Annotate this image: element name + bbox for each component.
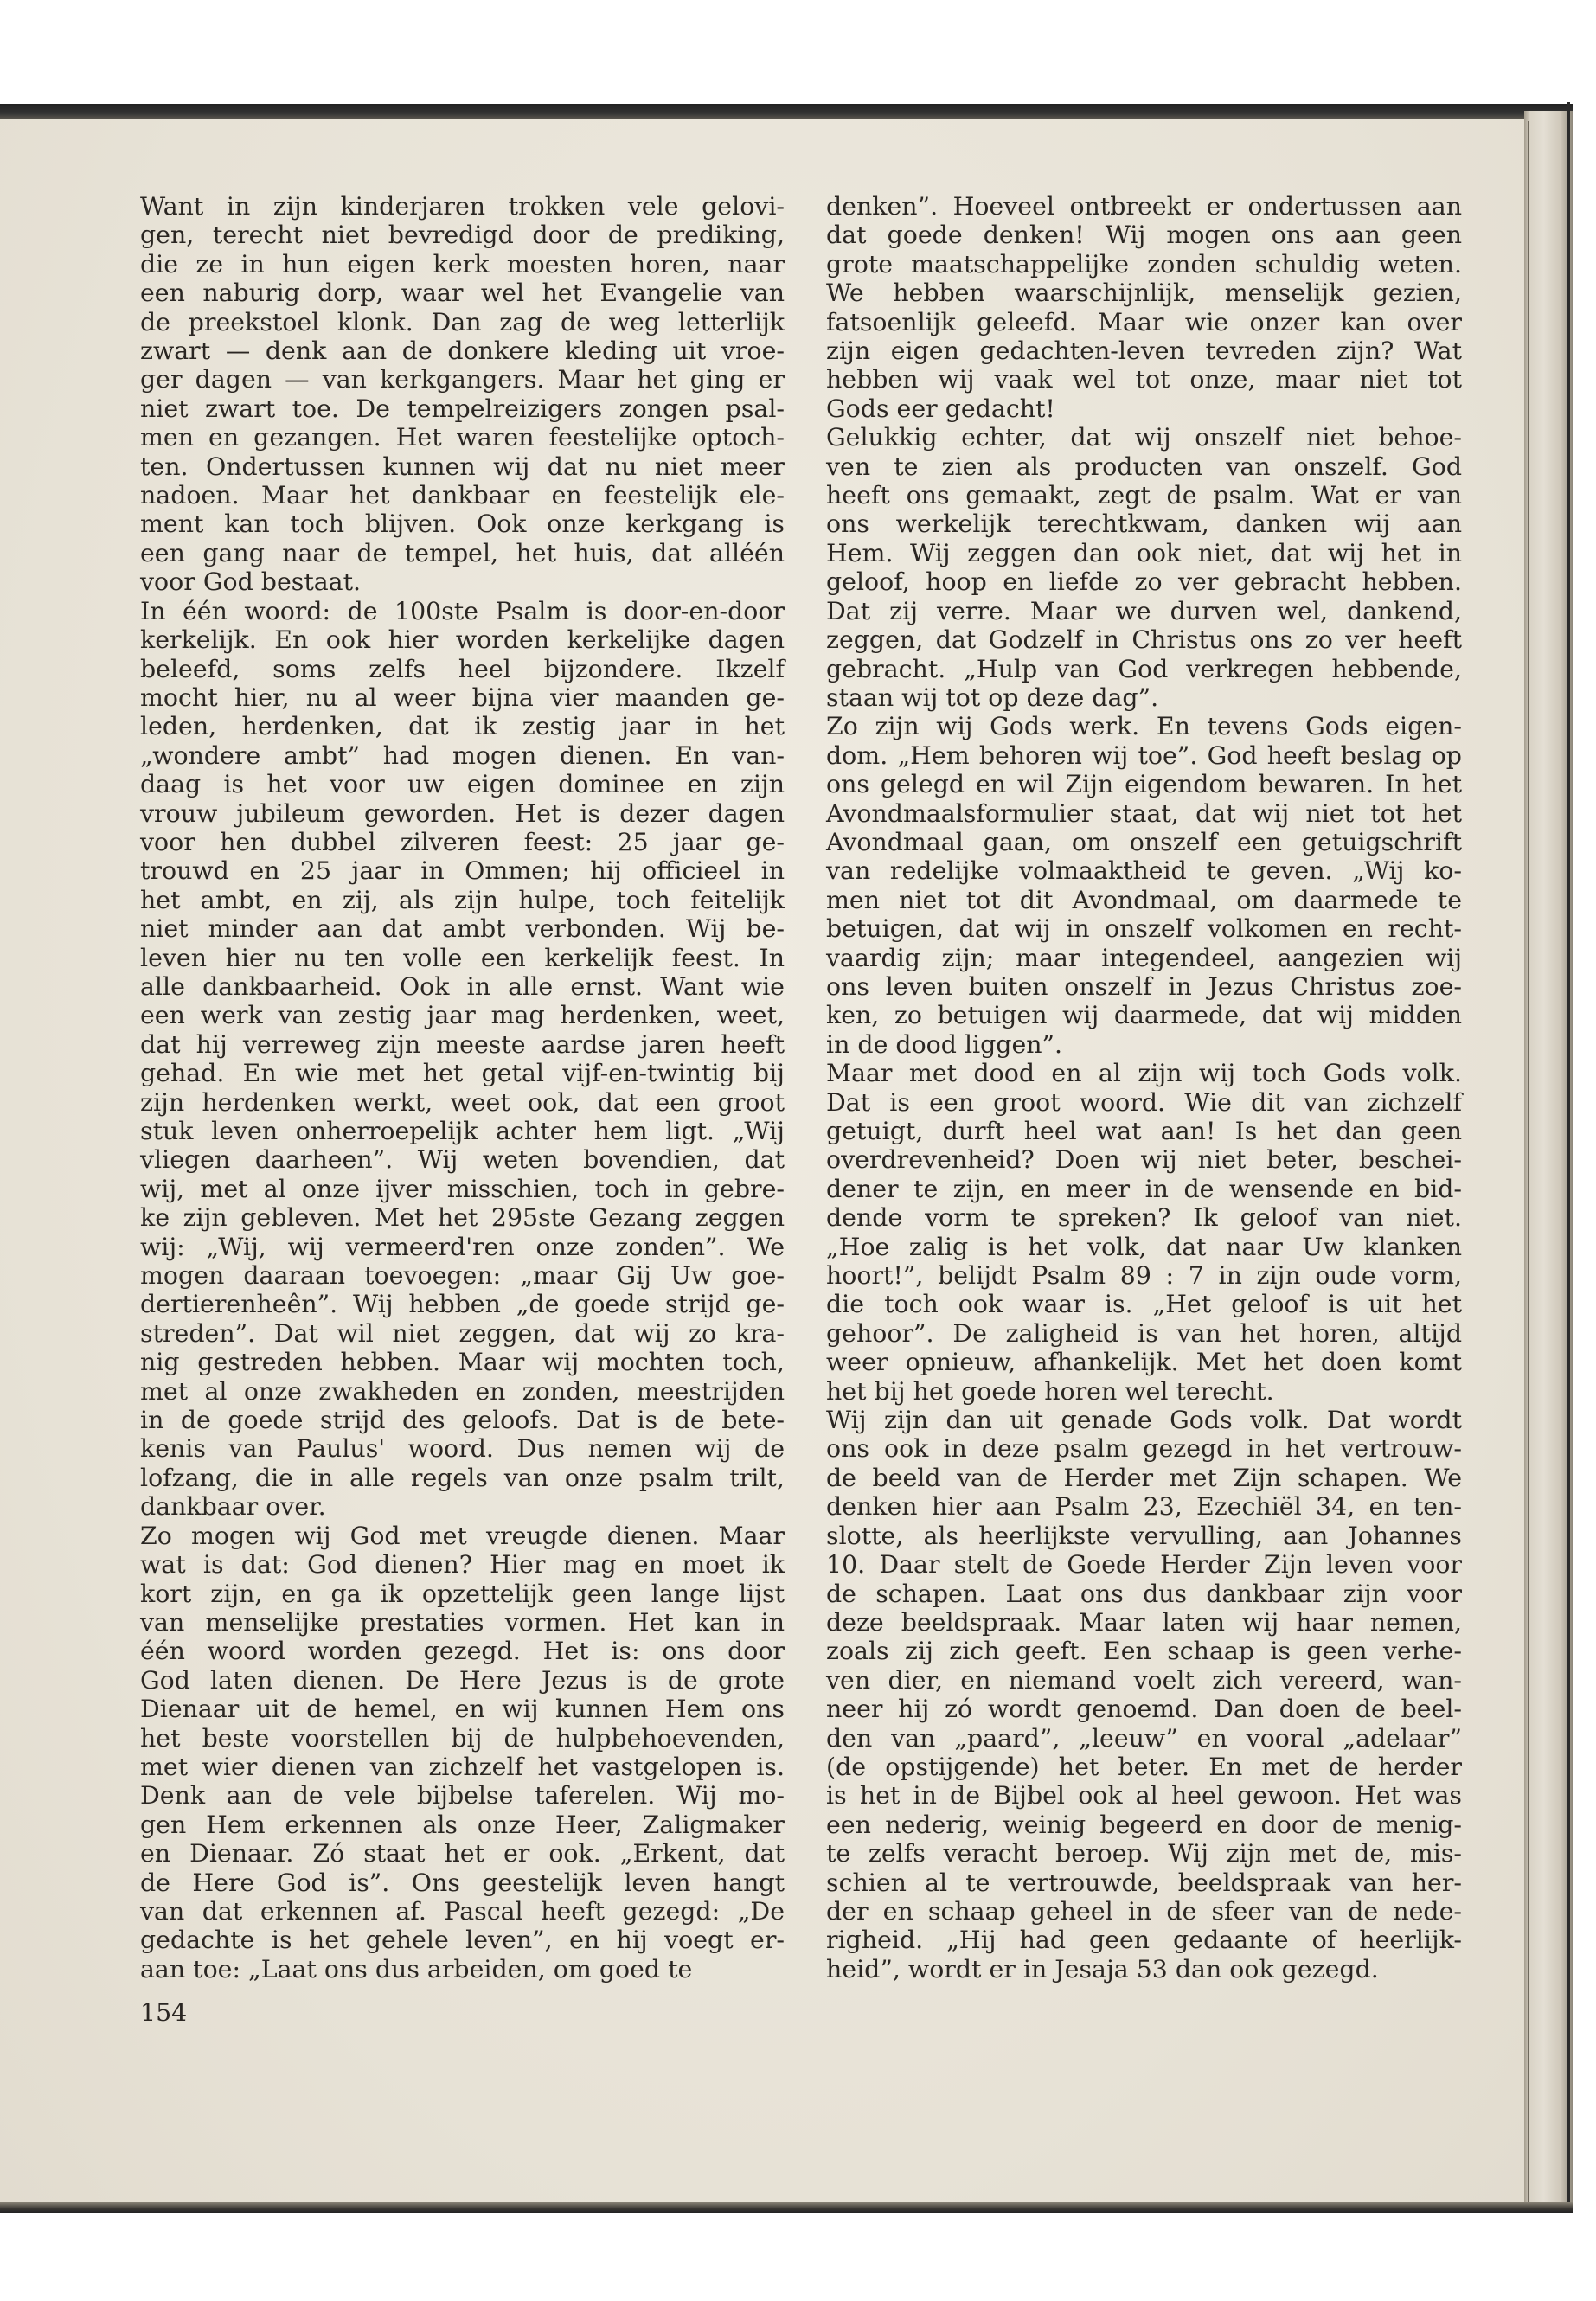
text-line: ger dagen — van kerkgangers. Maar het ging er bbox=[140, 365, 785, 394]
text-line: vrouw jubileum geworden. Het is dezer dagen bbox=[140, 798, 785, 828]
text-line: zwart — denk aan de donkere kleding uit vroe- bbox=[140, 336, 785, 366]
text-line: In één woord: de 100ste Psalm is door-en-door bbox=[140, 596, 785, 625]
text-line: voor hen dubbel zilveren feest: 25 jaar ge- bbox=[140, 827, 785, 856]
text-line: denken”. Hoeveel ontbreekt er ondertussen aan bbox=[826, 192, 1462, 221]
text-line: God laten dienen. De Here Jezus is de grote bbox=[140, 1665, 785, 1695]
text-line: aan toe: „Laat ons dus arbeiden, om goed te bbox=[140, 1954, 693, 1984]
text-line: heeft ons gemaakt, zegt de psalm. Wat er van bbox=[826, 481, 1462, 510]
text-line: gebracht. „Hulp van God verkregen hebbende, bbox=[826, 654, 1462, 683]
text-line: in de goede strijd des geloofs. Dat is de bete- bbox=[140, 1406, 785, 1435]
text-line: mocht hier, nu al weer bijna vier maanden ge- bbox=[140, 683, 785, 712]
text-line: dat hij verreweg zijn meeste aardse jaren heeft bbox=[140, 1029, 785, 1059]
text-line: gen, terecht niet bevredigd door de prediking, bbox=[140, 221, 785, 250]
text-line: neer hij zó wordt genoemd. Dan doen de beel- bbox=[826, 1695, 1462, 1724]
text-line: grote maatschappelijke zonden schuldig weten. bbox=[826, 249, 1462, 279]
text-line: dener te zijn, en meer in de wensende en bid- bbox=[826, 1174, 1462, 1203]
text-line: zijn eigen gedachten-leven tevreden zijn? Wat bbox=[826, 336, 1462, 366]
text-line: fatsoenlijk geleefd. Maar wie onzer kan over bbox=[826, 307, 1462, 336]
text-line: de schapen. Laat ons dus dankbaar zijn voor bbox=[826, 1579, 1462, 1608]
text-line: dende vorm te spreken? Ik geloof van niet. bbox=[826, 1203, 1462, 1233]
text-line: kenis van Paulus' woord. Dus nemen wij de bbox=[140, 1434, 785, 1464]
text-line: de beeld van de Herder met Zijn schapen. We bbox=[826, 1463, 1462, 1492]
text-line: weer opnieuw, afhankelijk. Met het doen komt bbox=[826, 1348, 1462, 1377]
text-line: Dienaar uit de hemel, en wij kunnen Hem ons bbox=[140, 1695, 785, 1724]
text-line: ven te zien als producten van onszelf. God bbox=[826, 452, 1462, 481]
text-line: zeggen, dat Godzelf in Christus ons zo ver heeft bbox=[826, 625, 1462, 655]
text-line: lofzang, die in alle regels van onze psalm trilt, bbox=[140, 1463, 785, 1492]
text-line: gen Hem erkennen als onze Heer, Zaligmaker bbox=[140, 1810, 785, 1839]
text-line: Denk aan de vele bijbelse taferelen. Wij mo- bbox=[140, 1781, 785, 1811]
text-line: beleefd, soms zelfs heel bijzondere. Ikzelf bbox=[140, 654, 785, 683]
text-line: dankbaar over. bbox=[140, 1492, 326, 1522]
text-line: van redelijke volmaaktheid te geven. „Wij ko- bbox=[826, 856, 1462, 886]
text-line: ons werkelijk terechtkwam, danken wij aan bbox=[826, 510, 1462, 539]
scan-bottom-border bbox=[0, 2202, 1573, 2213]
text-line: der en schaap geheel in de sfeer van de nede- bbox=[826, 1896, 1462, 1926]
text-line: het bij het goede horen wel terecht. bbox=[826, 1376, 1274, 1406]
text-line: wij, met al onze ijver misschien, toch in gebre- bbox=[140, 1174, 785, 1203]
text-line: het ambt, en zij, als zijn hulpe, toch feitelijk bbox=[140, 885, 785, 914]
text-line: schien al te vertrouwde, beeldspraak van her- bbox=[826, 1868, 1462, 1897]
text-line: Dat zij verre. Maar we durven wel, dankend, bbox=[826, 596, 1462, 625]
text-line: Wij zijn dan uit genade Gods volk. Dat wordt bbox=[826, 1406, 1462, 1435]
text-line: staan wij tot op deze dag”. bbox=[826, 683, 1159, 712]
text-line: in de dood liggen”. bbox=[826, 1029, 1063, 1059]
text-line: leven hier nu ten volle een kerkelijk feest. In bbox=[140, 943, 785, 972]
scan-top-border bbox=[0, 104, 1573, 121]
text-line: wat is dat: God dienen? Hier mag en moet ik bbox=[140, 1550, 785, 1580]
text-line: stuk leven onherroepelijk achter hem ligt. „Wij bbox=[140, 1117, 785, 1145]
text-line: „wondere ambt” had mogen dienen. En van- bbox=[140, 740, 785, 770]
right-text-column bbox=[826, 192, 1462, 1984]
text-line: denken hier aan Psalm 23, Ezechiël 34, en ten- bbox=[826, 1492, 1462, 1522]
text-line: den van „paard”, „leeuw” en vooral „adelaar” bbox=[826, 1723, 1462, 1753]
text-line: trouwd en 25 jaar in Ommen; hij officieel in bbox=[140, 856, 785, 886]
text-line: een naburig dorp, waar wel het Evangelie van bbox=[140, 279, 785, 308]
text-line: van menselijke prestaties vormen. Het kan in bbox=[140, 1607, 785, 1637]
text-line: heid”, wordt er in Jesaja 53 dan ook gezegd. bbox=[826, 1954, 1379, 1984]
text-line: wij: „Wij, wij vermeerd'ren onze zonden”. We bbox=[140, 1232, 785, 1261]
text-line: de Here God is”. Ons geestelijk leven hangt bbox=[140, 1868, 785, 1897]
text-line: van dat erkennen af. Pascal heeft gezegd: „De bbox=[140, 1896, 785, 1926]
text-line: alle dankbaarheid. Ook in alle ernst. Want wie bbox=[140, 971, 785, 1001]
text-line: het beste voorstellen bij de hulpbehoevenden, bbox=[140, 1723, 785, 1753]
text-line: Maar met dood en al zijn wij toch Gods volk. bbox=[826, 1059, 1462, 1088]
text-line: „Hoe zalig is het volk, dat naar Uw klanken bbox=[826, 1232, 1462, 1261]
text-line: betuigen, dat wij in onszelf volkomen en recht- bbox=[826, 914, 1462, 944]
text-line: nig gestreden hebben. Maar wij mochten toch, bbox=[140, 1348, 785, 1377]
text-line: ons gelegd en wil Zijn eigendom bewaren. In het bbox=[826, 770, 1462, 799]
text-line: gehoor”. De zaligheid is van het horen, altijd bbox=[826, 1318, 1462, 1348]
book-page-edge bbox=[1524, 111, 1573, 2204]
text-line: te zelfs veracht beroep. Wij zijn met de, mis- bbox=[826, 1839, 1462, 1868]
text-line: hebben wij vaak wel tot onze, maar niet tot bbox=[826, 365, 1462, 394]
text-line: kerkelijk. En ook hier worden kerkelijke dagen bbox=[140, 625, 785, 655]
text-line: die toch ook waar is. „Het geloof is uit het bbox=[826, 1290, 1462, 1319]
text-line: overdrevenheid? Doen wij niet beter, beschei- bbox=[826, 1145, 1462, 1175]
text-line: dat goede denken! Wij mogen ons aan geen bbox=[826, 221, 1462, 250]
text-line: ment kan toch blijven. Ook onze kerkgang is bbox=[140, 510, 785, 539]
text-line: gehad. En wie met het getal vijf-en-twintig bij bbox=[140, 1059, 785, 1088]
text-line: leden, herdenken, dat ik zestig jaar in het bbox=[140, 712, 785, 741]
text-line: kort zijn, en ga ik opzettelijk geen lange lijst bbox=[140, 1579, 785, 1608]
text-line: een gang naar de tempel, het huis, dat alléén bbox=[140, 538, 785, 567]
text-line: ken, zo betuigen wij daarmede, dat wij midden bbox=[826, 1001, 1462, 1030]
text-line: Want in zijn kinderjaren trokken vele gelovi- bbox=[140, 192, 785, 221]
text-line: (de opstijgende) het beter. En met de herder bbox=[826, 1752, 1462, 1781]
scan-right-border bbox=[1567, 102, 1570, 2206]
text-line: Zo zijn wij Gods werk. En tevens Gods eigen- bbox=[826, 712, 1462, 741]
text-line: niet minder aan dat ambt verbonden. Wij be- bbox=[140, 914, 785, 944]
text-line: vliegen daarheen”. Wij weten bovendien, dat bbox=[140, 1145, 785, 1175]
text-line: niet zwart toe. De tempelreizigers zongen psal- bbox=[140, 394, 785, 423]
text-line: daag is het voor uw eigen dominee en zijn bbox=[140, 770, 785, 799]
text-line: een werk van zestig jaar mag herdenken, weet, bbox=[140, 1001, 785, 1030]
text-line: dom. „Hem behoren wij toe”. God heeft beslag op bbox=[826, 740, 1462, 770]
text-line: Gelukkig echter, dat wij onszelf niet behoe- bbox=[826, 423, 1462, 452]
text-line: gedachte is het gehele leven”, en hij voegt er- bbox=[140, 1926, 785, 1955]
text-line: hoort!”, belijdt Psalm 89 : 7 in zijn oude vorm, bbox=[826, 1261, 1462, 1291]
text-line: zijn herdenken werkt, weet ook, dat een groot bbox=[140, 1087, 785, 1117]
page-edge-shadow bbox=[1528, 121, 1529, 2202]
text-line: met al onze zwakheden en zonden, meestrijden bbox=[140, 1376, 785, 1406]
text-line: righeid. „Hij had geen gedaante of heerlijk- bbox=[826, 1926, 1462, 1955]
text-line: ke zijn gebleven. Met het 295ste Gezang zeggen bbox=[140, 1203, 785, 1233]
text-line: één woord worden gezegd. Het is: ons door bbox=[140, 1637, 785, 1666]
text-line: Zo mogen wij God met vreugde dienen. Maar bbox=[140, 1521, 785, 1550]
text-line: zoals zij zich geeft. Een schaap is geen verhe- bbox=[826, 1637, 1462, 1666]
text-line: Gods eer gedacht! bbox=[826, 394, 1055, 423]
text-line: mogen daaraan toevoegen: „maar Gij Uw goe- bbox=[140, 1261, 785, 1291]
text-line: voor God bestaat. bbox=[140, 567, 362, 597]
text-line: ven dier, en niemand voelt zich vereerd, wan- bbox=[826, 1665, 1462, 1695]
left-text-column bbox=[140, 192, 785, 1984]
text-line: met wier dienen van zichzelf het vastgelopen is. bbox=[140, 1752, 785, 1781]
text-line: Avondmaal gaan, om onszelf een getuigschrift bbox=[826, 827, 1462, 856]
text-line: die ze in hun eigen kerk moesten horen, naar bbox=[140, 249, 785, 279]
text-line: We hebben waarschijnlijk, menselijk gezien, bbox=[826, 279, 1462, 308]
text-line: men en gezangen. Het waren feestelijke optoch- bbox=[140, 423, 785, 452]
text-line: geloof, hoop en liefde zo ver gebracht hebben. bbox=[826, 567, 1462, 597]
page-number: 154 bbox=[140, 1998, 188, 2027]
text-line: een nederig, weinig begeerd en door de menig- bbox=[826, 1810, 1462, 1839]
text-line: ons leven buiten onszelf in Jezus Christus zoe- bbox=[826, 971, 1462, 1001]
text-line: streden”. Dat wil niet zeggen, dat wij zo kra- bbox=[140, 1318, 785, 1348]
text-line: Dat is een groot woord. Wie dit van zichzelf bbox=[826, 1087, 1462, 1117]
text-line: Avondmaalsformulier staat, dat wij niet tot het bbox=[826, 798, 1462, 828]
text-line: slotte, als heerlijkste vervulling, aan Johannes bbox=[826, 1521, 1462, 1550]
text-line: de preekstoel klonk. Dan zag de weg letterlijk bbox=[140, 307, 785, 336]
text-line: deze beeldspraak. Maar laten wij haar nemen, bbox=[826, 1607, 1462, 1637]
text-line: ons ook in deze psalm gezegd in het vertrouw- bbox=[826, 1434, 1462, 1464]
text-line: men niet tot dit Avondmaal, om daarmede te bbox=[826, 885, 1462, 914]
text-line: is het in de Bijbel ook al heel gewoon. Het was bbox=[826, 1781, 1462, 1811]
text-line: dertierenheên”. Wij hebben „de goede strijd ge- bbox=[140, 1290, 785, 1319]
text-line: nadoen. Maar het dankbaar en feestelijk ele- bbox=[140, 481, 785, 510]
text-line: vaardig zijn; maar integendeel, aangezien wij bbox=[826, 943, 1462, 972]
text-line: ten. Ondertussen kunnen wij dat nu niet meer bbox=[140, 452, 785, 481]
text-line: Hem. Wij zeggen dan ook niet, dat wij het in bbox=[826, 538, 1462, 567]
text-line: getuigt, durft heel wat aan! Is het dan geen bbox=[826, 1117, 1462, 1145]
text-line: en Dienaar. Zó staat het er ook. „Erkent, dat bbox=[140, 1839, 785, 1868]
text-line: 10. Daar stelt de Goede Herder Zijn leven voor bbox=[826, 1550, 1462, 1580]
